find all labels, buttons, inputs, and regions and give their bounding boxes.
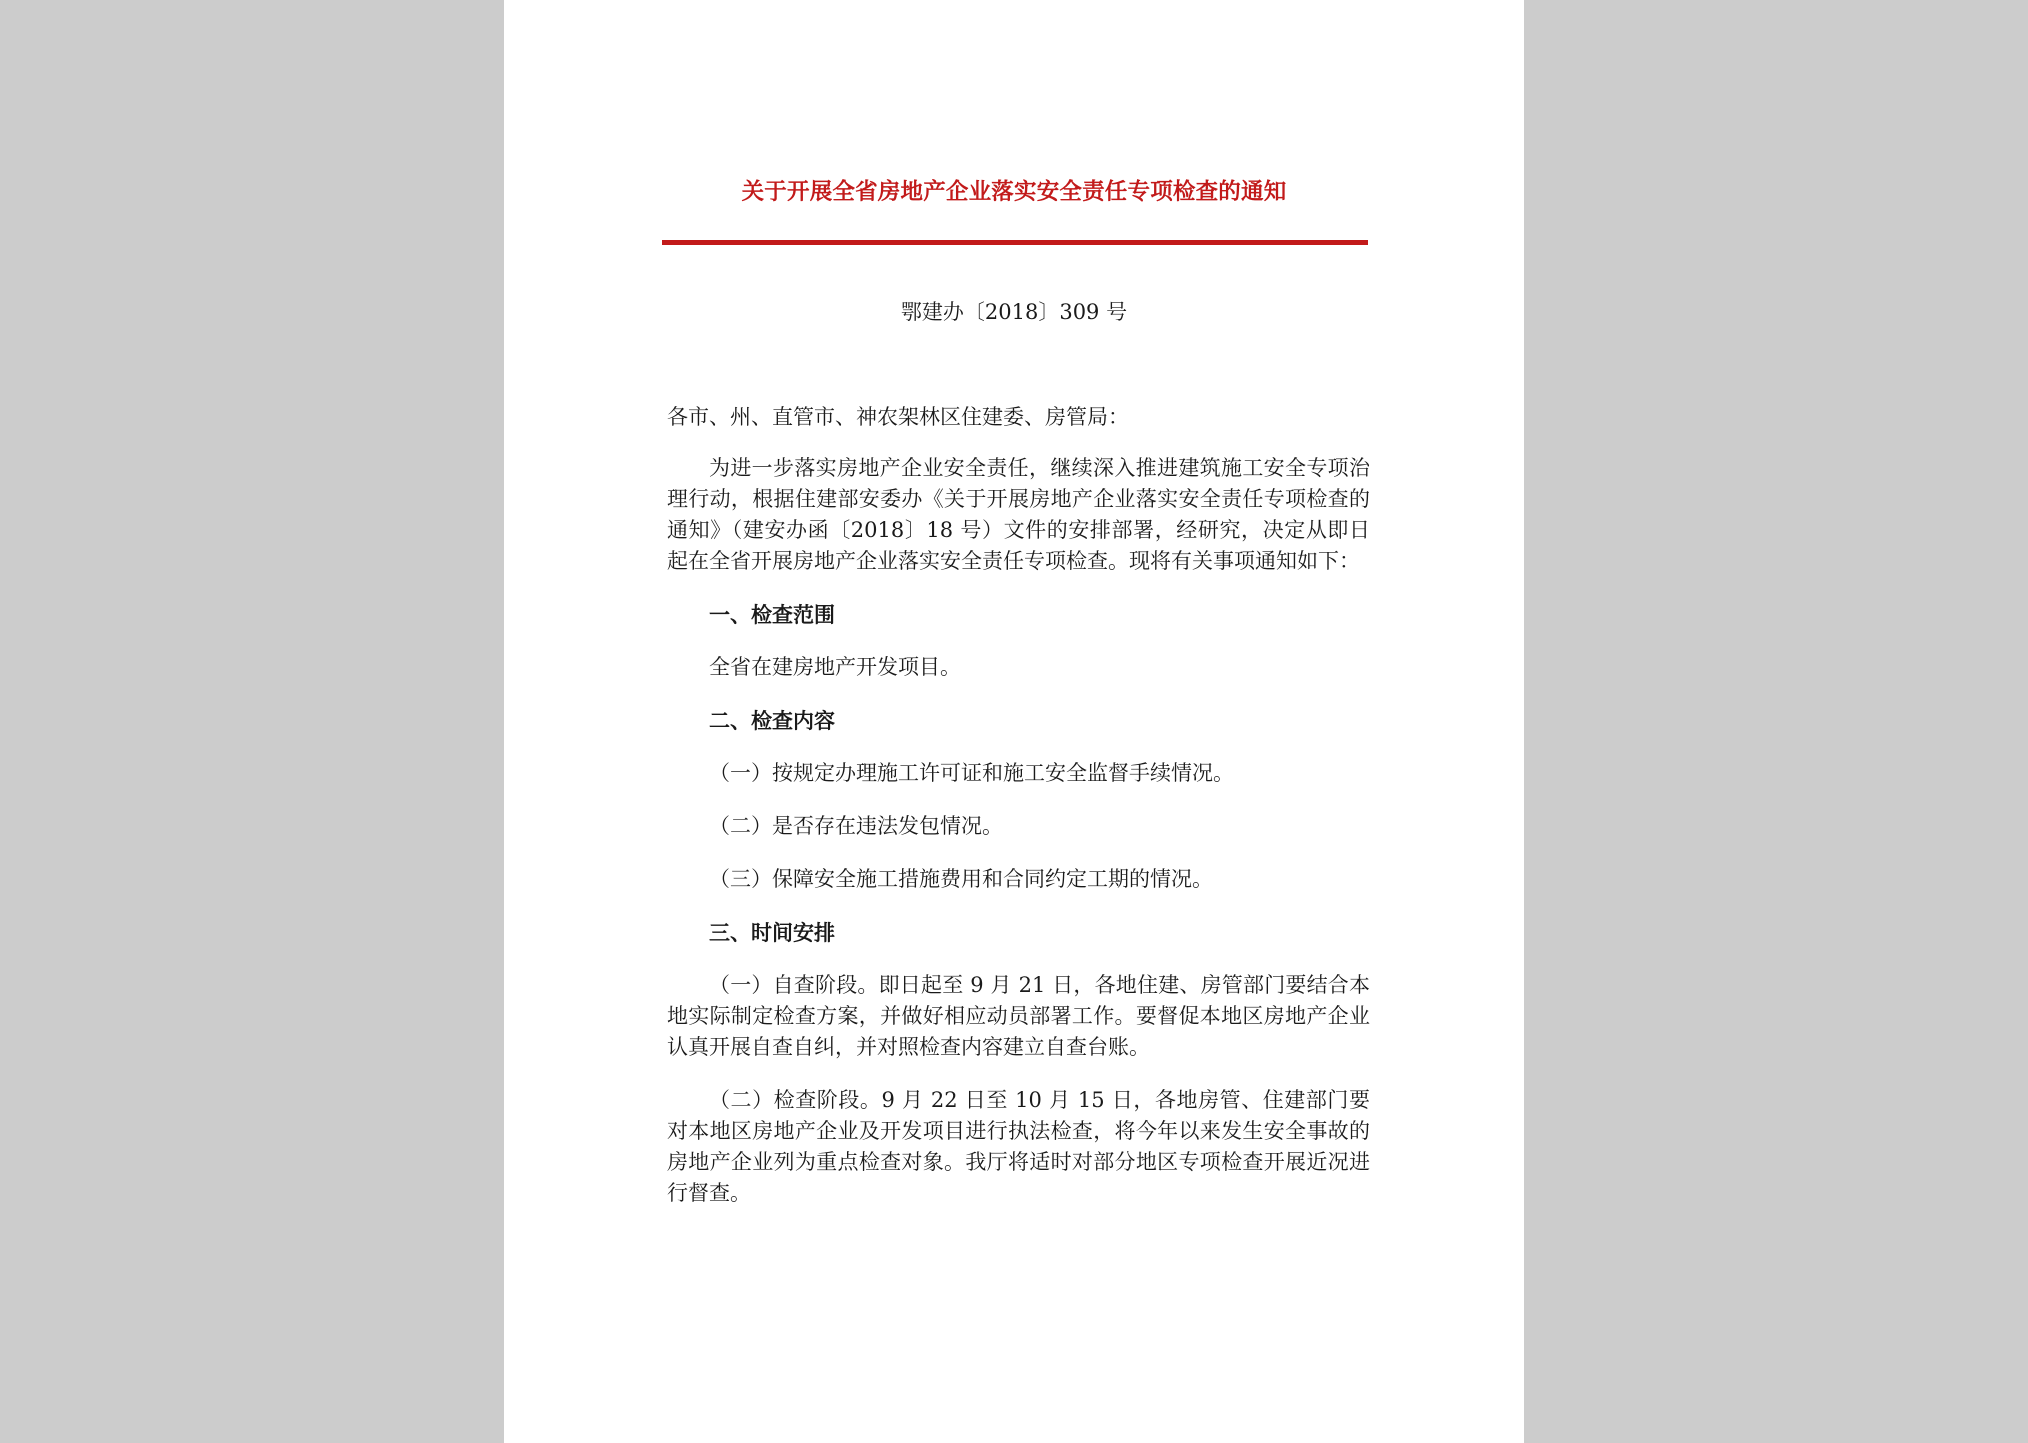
document-page [504,0,1524,1443]
intro-paragraph: 为进一步落实房地产企业安全责任，继续深入推进建筑施工安全专项治理行动，根据住建部安委办《关于开展房地产企业落实安全责任专项检查的通知》（建安办函〔2018〕18 号）文件的安排部署，经研究，决定从即日起在全省开展房地产企业落实安全责任专项检查。现将有关事项通知如下： [667,456,1370,573]
document-title: 关于开展全省房地产企业落实安全责任专项检查的通知 [741,179,1287,205]
section-heading-schedule: 三、时间安排 [709,920,835,945]
section-heading-content: 二、检查内容 [709,708,835,733]
salutation: 各市、州、直管市、神农架林区住建委、房管局： [667,405,1129,429]
title-divider [662,240,1368,245]
document-number: 鄂建办〔2018〕309 号 [900,300,1128,324]
content-item: （一）按规定办理施工许可证和施工安全监督手续情况。 [709,761,1234,785]
section-heading-scope: 一、检查范围 [709,602,835,627]
scope-paragraph: 全省在建房地产开发项目。 [709,655,961,679]
schedule-paragraph: （二）检查阶段。9 月 22 日至 10 月 15 日，各地房管、住建部门要对本地区房地产企业及开发项目进行执法检查，将今年以来发生安全事故的房地产企业列为重点检查对象。我厅将适时对部分地区专项检查开展近况进行督查。 [667,1088,1370,1205]
schedule-paragraph: （一）自查阶段。即日起至 9 月 21 日，各地住建、房管部门要结合本地实际制定检查方案，并做好相应动员部署工作。要督促本地区房地产企业认真开展自查自纠，并对照检查内容建立自查台账。 [667,973,1370,1059]
document-body [667,402,1370,1209]
content-item: （三）保障安全施工措施费用和合同约定工期的情况。 [709,867,1213,891]
content-item: （二）是否存在违法发包情况。 [709,814,1003,838]
